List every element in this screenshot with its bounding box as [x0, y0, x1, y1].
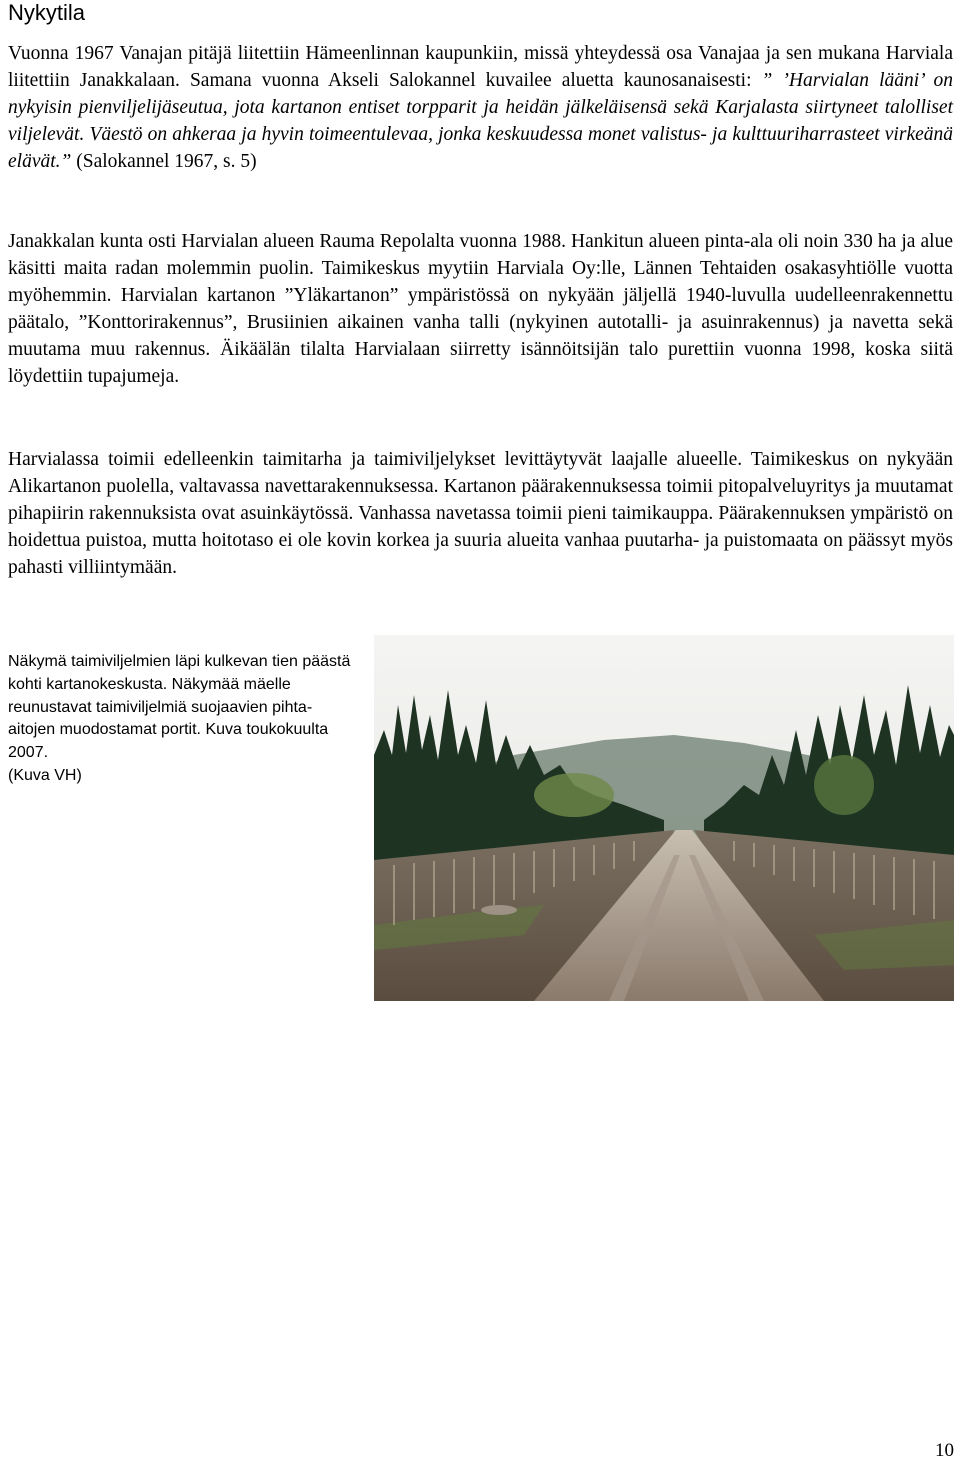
birch-left — [534, 773, 614, 817]
road-photo — [374, 635, 954, 1001]
paragraph-history — [8, 40, 953, 175]
quote-citation: (Salokannel 1967, s. 5) — [71, 151, 257, 173]
photo-caption-text: Näkymä taimiviljelmien läpi kulkevan tien päästä kohti kartanokeskusta. Näkymää mäelle reunustavat taimiviljelmiä suojaavien pihta-aitojen muodostamat portit. Kuva toukokuulta 2007. — [8, 653, 351, 762]
paragraph-purchase: Janakkalan kunta osti Harvialan alueen Rauma Repolalta vuonna 1988. Hankitun alueen pinta-ala oli noin 330 ha ja alue käsitti maita radan molemmin puolin. Taimikeskus myytiin Harviala Oy:lle, Lännen Tehtaiden osakasyhtiölle vuotta myöhemmin. Harvialan kartanon ”Yläkartanon” ympäristössä on nykyään jäljellä 1940-luvulla uudelleenrakennettu päätalo, ”Konttorirakennus”, Brusiinien aikainen vanha talli (nykyinen autotalli- ja asuinrakennus) ja navetta sekä muutama muu rakennus. Äikäälän tilalta Harvialaan siirretty isännöitsijän talo purettiin vuonna 1998, koska siitä löydettiin tupajumeja. — [8, 231, 953, 388]
road-photo-illustration — [374, 635, 954, 1001]
paragraph-history-intro: Vuonna 1967 Vanajan pitäjä liitettiin Hämeenlinnan kaupunkiin, missä yhteydessä osa Vanajaa ja sen mukana Harviala liitettiin Janakkalaan. Samana vuonna Akseli Salokannel kuvailee aluetta kaunosanaisesti: — [8, 43, 953, 92]
page-number: 10 — [935, 1440, 954, 1461]
section-heading: Nykytila — [8, 0, 86, 25]
paragraph-current-use: Harvialassa toimii edelleenkin taimitarha ja taimiviljelykset levittäytyvät laajalle alueelle. Taimikeskus on nykyään Alikartanon puolella, valtavassa navettarakennuksessa. Kartanon päärakennuksessa toimii pitopalveluyritys ja muutamat pihapiirin rakennuksista ovat asuinkäytössä. Vanhassa navetassa toimii pieni taimikauppa. Päärakennuksen ympäristö on hoidettua puistoa, mutta hoitotaso ei ole kovin korkea ja suuria alueita vanhaa puutarha- ja puistomaata on päässyt myös pahasti villiintymään. — [8, 449, 953, 579]
birch-right — [814, 755, 874, 815]
photo-caption — [8, 651, 353, 788]
well-cover — [481, 905, 517, 915]
photo-credit: (Kuva VH) — [8, 766, 82, 784]
salokannel-quote: ” ’Harvialan lääni’ on nykyisin pienviljelijäseutua, jota kartanon entiset torpparit ja heidän jälkeläisensä sekä Karjalasta siirtyneet talolliset viljelevät. Väestö on ahkeraa ja hyvin toimeentulevaa, jonka keskuudessa monet valistus- ja kulttuuriharrasteet virkeänä elävät.” — [8, 70, 954, 173]
